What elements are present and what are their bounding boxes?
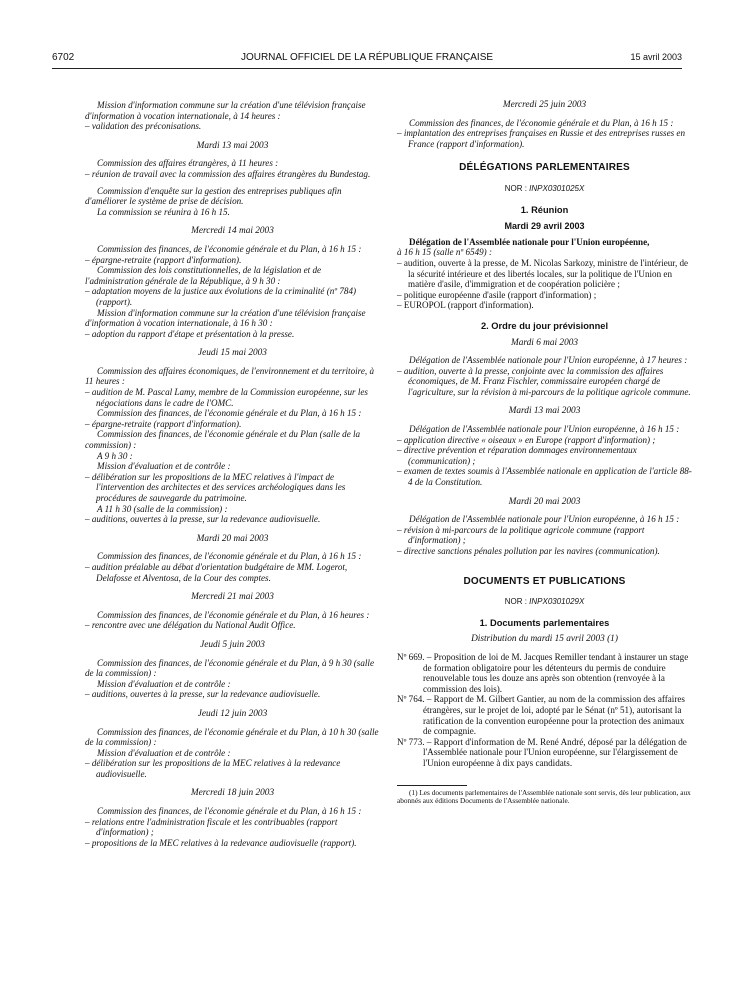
nor-reference: [397, 184, 692, 195]
agenda-line: Commission des affaires économiques, de l'environnement et du territoire, à 11 heures :: [85, 365, 374, 387]
distribution-heading: Distribution du mardi 15 avril 2003 (1): [471, 634, 618, 645]
agenda-line: Commission des finances, de l'économie générale et du Plan, à 16 h 15 :: [97, 408, 362, 419]
agenda-line: Commission des lois constitutionnelles, de la législation et de l'administration générale de la République, à 9 h 30 :: [85, 265, 322, 286]
agenda-line: Commission des finances, de l'économie générale et du Plan, à 10 h 30 (salle de la commission) :: [85, 726, 379, 748]
agenda-line: Commission des finances, de l'économie générale et du Plan, à 16 h 15 :: [97, 243, 362, 254]
nor-label: NOR :: [504, 597, 527, 607]
agenda-line: Délégation de l'Assemblée nationale pour l'Union européenne, à 16 h 15 :: [409, 424, 680, 435]
date-heading: Mardi 20 mai 2003: [196, 533, 269, 544]
agenda-line: Commission des finances, de l'économie générale et du Plan, à 9 h 30 (salle de la commission) :: [85, 657, 374, 679]
subsection-title: 1. Documents parlementaires: [479, 617, 610, 628]
date-heading: Jeudi 12 juin 2003: [197, 708, 268, 719]
agenda-item: – examen de textes soumis à l'Assemblée nationale en application de l'article 88-4 de la Constitution.: [397, 466, 692, 488]
agenda-item: – audition, ouverte à la presse, de M. Nicolas Sarkozy, ministre de l'intérieur, de la sécurité intérieure et des libertés locales, sur la politique de l'Union en matière d'asile, d'immigration et de coopération policière ;: [397, 257, 689, 290]
date-heading: Mardi 6 mai 2003: [510, 337, 579, 348]
agenda-item: – épargne-retraite (rapport d'information).: [85, 418, 242, 429]
subsection-title: 1. Réunion: [520, 204, 569, 215]
page-number: 6702: [52, 52, 75, 63]
agenda-line: Commission des finances, de l'économie générale et du Plan (salle de la commission) :: [85, 429, 361, 451]
agenda-line: Mission d'évaluation et de contrôle :: [97, 461, 231, 472]
agenda-item: – épargne-retraite (rapport d'information).: [85, 254, 242, 265]
left-column: [85, 100, 380, 848]
agenda-item: – auditions, ouvertes à la presse, sur la redevance audiovisuelle.: [85, 689, 321, 700]
issue-date: 15 avril 2003: [630, 52, 682, 62]
agenda-item: – audition, ouverte à la presse, conjointe avec la commission des affaires économiques, de M. Franz Fischler, commissaire européen chargé de l'agriculture, sur la révision à mi-parcours de la politique agricole commune.: [397, 365, 691, 397]
agenda-item: – audition de M. Pascal Lamy, membre de la Commission européenne, sur les négociations dans le cadre de l'OMC.: [85, 387, 368, 408]
date-heading: Mercredi 18 juin 2003: [190, 788, 275, 799]
agenda-item: – EUROPOL (rapport d'information).: [397, 300, 534, 311]
date-heading: Jeudi 5 juin 2003: [200, 639, 265, 650]
section-title-delegations: DÉLÉGATIONS PARLEMENTAIRES: [459, 162, 630, 174]
agenda-item: – relations entre l'administration fiscale et les contribuables (rapport d'information) ;: [85, 816, 338, 838]
agenda-line: Commission des affaires étrangères, à 11 heures :: [97, 158, 279, 169]
agenda-item: – directive prévention et réparation dommages environnementaux (communication) ;: [397, 445, 637, 466]
agenda-item: – révision à mi-parcours de la politique agricole commune (rapport d'information) ;: [397, 524, 645, 546]
subsection-title: 2. Ordre du jour prévisionnel: [480, 320, 609, 331]
agenda-item: – politique européenne d'asile (rapport d'information) ;: [397, 289, 597, 300]
document-entry: Nº 669. – Proposition de loi de M. Jacques Remiller tendant à instaurer un stage de formation obligatoire pour les détenteurs du permis de conduire renouvelable tous les douze ans après son obtention (renvoyée à la commission des lois).: [397, 651, 689, 694]
document-entry: Nº 764. – Rapport de M. Gilbert Gantier, au nom de la commission des affaires étrangères, sur le projet de loi, adopté par le Sénat (nº 51), autorisant la ratification de la convention européenne pour la protection des animaux de compagnie.: [397, 694, 685, 737]
agenda-item: – directive sanctions pénales pollution par les navires (communication).: [397, 546, 660, 556]
date-heading: Mardi 29 avril 2003: [504, 221, 585, 232]
agenda-line: Commission des finances, de l'économie générale et du Plan, à 16 h 15 :: [409, 117, 674, 128]
agenda-item: – application directive « oiseaux » en Europe (rapport d'information) ;: [397, 434, 656, 445]
agenda-line: A 9 h 30 :: [97, 450, 133, 461]
date-heading: Jeudi 15 mai 2003: [198, 348, 267, 359]
agenda-item: – adoption du rapport d'étape et présentation à la presse.: [85, 328, 295, 339]
footnote: (1) Les documents parlementaires de l'Assemblée nationale sont servis, dès leur publication, aux abonnés aux éditions Documents de l'Assemblée nationale.: [397, 787, 691, 806]
date-heading: Mercredi 14 mai 2003: [191, 226, 274, 237]
agenda-line: Délégation de l'Assemblée nationale pour l'Union européenne, à 16 h 15 :: [409, 514, 680, 525]
journal-title: JOURNAL OFFICIEL DE LA RÉPUBLIQUE FRANÇAISE: [240, 52, 494, 63]
agenda-line: Mission d'évaluation et de contrôle :: [97, 678, 231, 689]
agenda-item: – adaptation moyens de la justice aux évolutions de la criminalité (nº 784) (rapport).: [85, 286, 357, 307]
header-rule: [52, 68, 682, 69]
nor-reference: [397, 597, 692, 608]
date-heading: Mercredi 25 juin 2003: [502, 100, 587, 110]
agenda-item: – rencontre avec une délégation du National Audit Office.: [85, 620, 296, 631]
date-heading: Mercredi 21 mai 2003: [191, 592, 274, 603]
agenda-item: – audition préalable au débat d'orientation budgétaire de MM. Logerot, Delafosse et Alventosa, de la Cour des comptes.: [85, 561, 348, 583]
agenda-item: – délibération sur les propositions de la MEC relatives à la redevance audiovisuelle.: [85, 758, 341, 779]
agenda-item: – implantation des entreprises françaises en Russie et des entreprises russes en France (rapport d'information).: [397, 128, 686, 149]
agenda-line: Commission des finances, de l'économie générale et du Plan, à 16 h 15 :: [97, 806, 362, 817]
agenda-item: – auditions, ouvertes à la presse, sur la redevance audiovisuelle.: [85, 514, 321, 525]
agenda-line: La commission se réunira à 16 h 15.: [97, 206, 230, 217]
date-heading: Mardi 20 mai 2003: [508, 496, 581, 507]
agenda-item: – validation des préconisations.: [85, 121, 202, 132]
agenda-line: Mission d'information commune sur la création d'une télévision française d'information à vocation internationale, à 14 heures :: [85, 100, 366, 121]
document-entry: Nº 773. – Rapport d'information de M. René André, déposé par la délégation de l'Assemblée nationale pour l'Union européenne, sur l'élargissement de l'Union européenne à dix pays candidats.: [397, 736, 687, 768]
date-heading: Mardi 13 mai 2003: [508, 406, 581, 417]
agenda-line: Mission d'information commune sur la création d'une télévision française d'information à vocation internationale, à 16 h 30 :: [85, 307, 366, 329]
agenda-item: – réunion de travail avec la commission des affaires étrangères du Bundestag.: [85, 168, 371, 179]
section-title-documents: DOCUMENTS ET PUBLICATIONS: [463, 575, 626, 587]
nor-code: INPX0301025X: [529, 183, 585, 193]
footnote-rule: [397, 785, 467, 786]
agenda-line: Commission des finances, de l'économie générale et du Plan, à 16 h 15 :: [97, 551, 362, 562]
nor-label: NOR :: [504, 183, 527, 193]
date-heading: Mardi 13 mai 2003: [196, 140, 269, 151]
agenda-line: Délégation de l'Assemblée nationale pour l'Union européenne, à 17 heures :: [409, 355, 688, 366]
agenda-line: Mission d'évaluation et de contrôle :: [97, 747, 231, 758]
right-column: [397, 100, 692, 806]
page-header: [52, 50, 682, 68]
agenda-line: à 16 h 15 (salle nº 6549) :: [397, 247, 493, 258]
nor-code: INPX0301029X: [529, 597, 585, 607]
agenda-item: – propositions de la MEC relatives à la redevance audiovisuelle (rapport).: [85, 837, 357, 848]
agenda-item: – délibération sur les propositions de la MEC relatives à l'impact de l'intervention des architectes et des services archéologiques dans les procédures de sauvegarde du patrimoine.: [85, 471, 346, 503]
agenda-line: Commission d'enquête sur la gestion des entreprises publiques afin d'améliorer le système de prise de décision.: [85, 185, 342, 207]
agenda-line: A 11 h 30 (salle de la commission) :: [97, 503, 228, 514]
agenda-line: Commission des finances, de l'économie générale et du Plan, à 16 heures :: [97, 609, 370, 620]
agenda-line: Délégation de l'Assemblée nationale pour l'Union européenne,: [409, 236, 650, 247]
